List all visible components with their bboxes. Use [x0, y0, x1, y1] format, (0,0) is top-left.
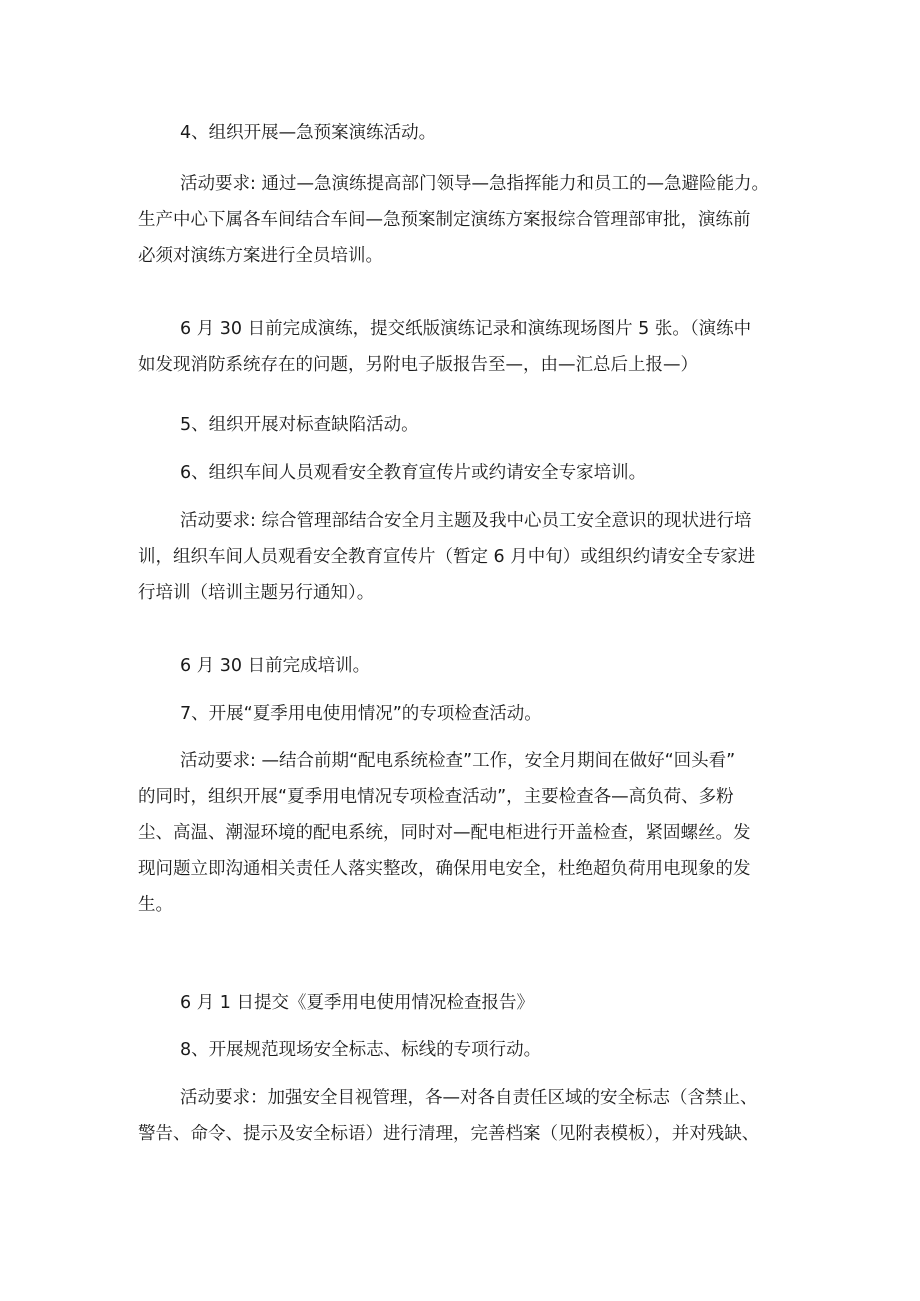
text-line: 如发现消防系统存在的问题，另附电子版报告至—，由—汇总后上报—） — [138, 355, 698, 375]
item-5-heading — [138, 407, 788, 443]
item-7-deadline — [138, 985, 788, 1021]
text-line: 4、组织开展—急预案演练活动。 — [180, 123, 437, 143]
text-line: 活动要求: 综合管理部结合安全月主题及我中心员工安全意识的现状进行培 — [180, 511, 752, 531]
text-line: 6 月 1 日提交《夏季用电使用情况检查报告》 — [180, 993, 534, 1013]
text-line: 现问题立即沟通相关责任人落实整改，确保用电安全，杜绝超负荷用电现象的发 — [138, 859, 751, 879]
text-line: 的同时，组织开展“夏季用电情况专项检查活动”，主要检查各—高负荷、多粉 — [138, 787, 734, 807]
text-line: 7、开展“夏季用电使用情况”的专项检查活动。 — [180, 704, 542, 724]
text-line: 训，组织车间人员观看安全教育宣传片（暂定 6 月中旬）或组织约请安全专家进 — [138, 547, 756, 567]
text-line: 5、组织开展对标查缺陷活动。 — [180, 415, 419, 435]
text-line: 警告、命令、提示及安全标语）进行清理，完善档案（见附表模板），并对残缺、 — [138, 1124, 760, 1144]
item-4-requirements — [138, 166, 788, 274]
item-7-requirements — [138, 743, 788, 923]
text-line: 6 月 30 日前完成演练，提交纸版演练记录和演练现场图片 5 张。（演练中 — [180, 319, 752, 339]
text-line: 生。 — [138, 895, 173, 915]
text-line: 尘、高温、潮湿环境的配电系统，同时对—配电柜进行开盖检查，紧固螺丝。发 — [138, 823, 751, 843]
text-line: 6、组织车间人员观看安全教育宣传片或约请安全专家培训。 — [180, 463, 647, 483]
item-6-deadline — [138, 648, 788, 684]
text-line: 活动要求：加强安全目视管理，各—对各自责任区域的安全标志（含禁止、 — [180, 1088, 758, 1108]
item-8-heading — [138, 1032, 788, 1068]
item-4-heading — [138, 115, 788, 151]
item-6-requirements — [138, 503, 788, 611]
item-6-heading — [138, 455, 788, 491]
item-8-requirements — [138, 1080, 788, 1152]
item-4-deadline — [138, 311, 788, 383]
text-line: 6 月 30 日前完成培训。 — [180, 656, 371, 676]
text-line: 8、开展规范现场安全标志、标线的专项行动。 — [180, 1040, 542, 1060]
text-line: 生产中心下属各车间结合车间—急预案制定演练方案报综合管理部审批，演练前 — [138, 210, 751, 230]
text-line: 活动要求: —结合前期“配电系统检查”工作，安全月期间在做好“回头看” — [180, 751, 736, 771]
text-line: 活动要求: 通过—急演练提高部门领导—急指挥能力和员工的—急避险能力。 — [180, 174, 769, 194]
text-line: 行培训（培训主题另行通知）。 — [138, 583, 375, 603]
item-7-heading — [138, 696, 788, 732]
text-line: 必须对演练方案进行全员培训。 — [138, 246, 383, 266]
